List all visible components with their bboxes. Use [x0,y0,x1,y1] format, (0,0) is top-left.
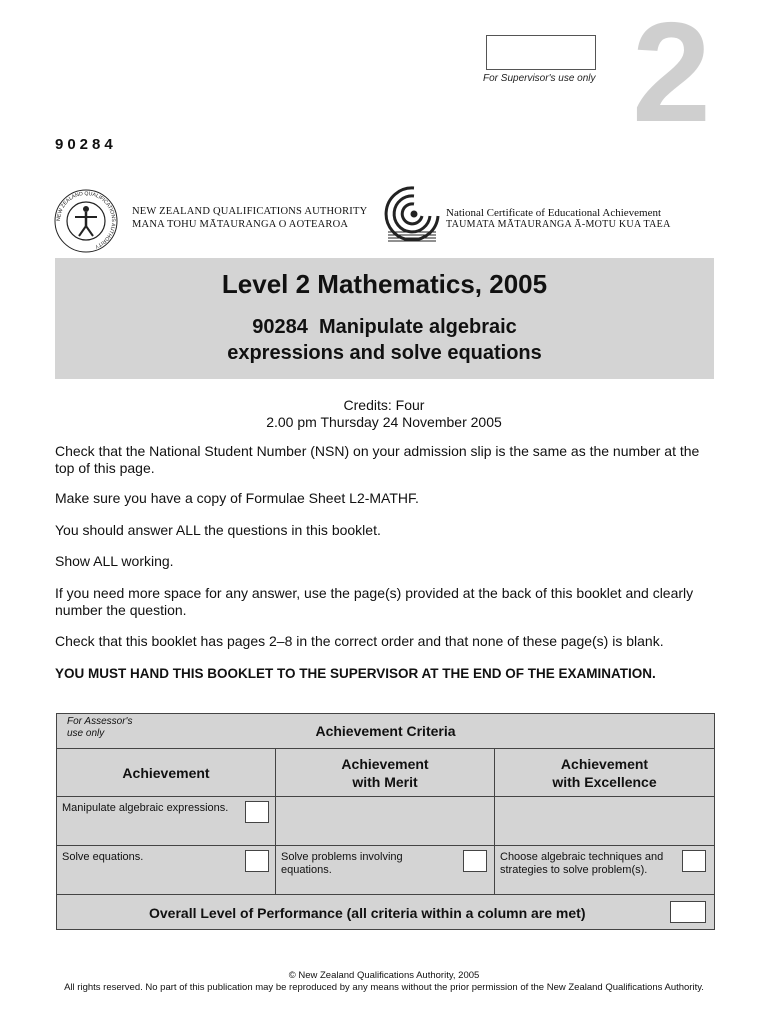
row2-merit-text: Solve problems involving equations. [281,851,403,876]
criteria-row-1 [57,797,714,846]
header-achievement [57,749,276,796]
header-merit [276,749,495,796]
row1-achievement-text: Manipulate algebraic expressions. [62,802,229,814]
row2-excellence-checkbox[interactable] [682,850,706,872]
exam-time: 2.00 pm Thursday 24 November 2005 [266,414,502,430]
row2-achievement-checkbox[interactable] [245,850,269,872]
row2-achievement-text: Solve equations. [62,851,144,863]
header-achievement-label: Achievement [122,764,210,781]
assessor-note-line2: use only [67,728,105,739]
header-excellence-line2: with Excellence [552,773,657,790]
instruction-nsn: Check that the National Student Number (NSN) on your admission slip is the same as the number at the top of this page. [55,443,700,476]
credits: Credits: Four [343,397,425,413]
overall-performance-box[interactable] [670,901,706,923]
row1-achievement-cell [57,797,276,845]
header-merit-line2: with Merit [352,773,418,790]
criteria-header-row [57,749,714,797]
seal-text: NEW ZEALAND QUALIFICATIONS AUTHORITY [55,190,117,250]
supervisor-label: For Supervisor's use only [483,73,596,84]
row2-merit-checkbox[interactable] [463,850,487,872]
standard-title-line1: 90284 Manipulate algebraic [252,316,517,338]
rights-notice: All rights reserved. No part of this publication may be reproduced by any means without the prior permission of the New Zealand Qualifications Authority. [64,982,704,993]
ncea-logo [384,182,696,248]
supervisor-box[interactable] [486,35,596,70]
instruction-formulae: Make sure you have a copy of Formulae Sheet L2-MATHF. [55,490,419,506]
standard-title [55,314,714,366]
nzqa-logo [53,186,368,250]
row2-excellence-text: Choose algebraic techniques and strategies to solve problem(s). [500,851,664,876]
overall-performance-row [57,895,714,929]
instruction-answer-all: You should answer ALL the questions in this booklet. [55,522,381,538]
instruction-show-working: Show ALL working. [55,553,174,569]
criteria-row-2 [57,846,714,895]
row2-merit-cell [276,846,495,894]
credits-block [0,397,768,431]
achievement-criteria-table [56,713,715,930]
row2-achievement-cell [57,846,276,894]
row2-excellence-cell [495,846,714,894]
nzqa-name: NEW ZEALAND QUALIFICATIONS AUTHORITY [132,206,368,217]
criteria-title: Achievement Criteria [315,723,456,739]
nzqa-maori-name: MANA TOHU MĀTAURANGA O AOTEAROA [132,219,349,230]
criteria-title-row [57,714,714,749]
exam-title: Level 2 Mathematics, 2005 [221,269,548,299]
instruction-more-space: If you need more space for any answer, use the page(s) provided at the back of this booklet and clearly number the question. [55,585,694,618]
ncea-name: National Certificate of Educational Achievement [446,207,662,219]
standard-code: 90284 [55,136,117,153]
row1-excellence-cell [495,797,714,845]
row1-achievement-checkbox[interactable] [245,801,269,823]
nzqa-seal-icon [53,188,119,254]
instruction-check-pages: Check that this booklet has pages 2–8 in the correct order and that none of these page(s) is blank. [55,633,664,649]
overall-performance-label: Overall Level of Performance (all criteria within a column are met) [149,905,586,921]
standard-title-line2: expressions and solve equations [227,342,542,364]
copyright: © New Zealand Qualifications Authority, 2005 [288,970,480,981]
level-badge: 2 [632,0,711,152]
title-band [55,258,714,379]
header-merit-line1: Achievement [341,755,429,772]
hand-in-notice: YOU MUST HAND THIS BOOKLET TO THE SUPERVISOR AT THE END OF THE EXAMINATION. [55,666,656,681]
ncea-swirl-icon [384,182,440,246]
assessor-note-line1: For Assessor's [67,716,133,727]
row1-merit-cell [276,797,495,845]
ncea-maori-name: TAUMATA MĀTAURANGA Ā-MOTU KUA TAEA [446,219,671,230]
header-excellence-line1: Achievement [560,755,649,772]
header-excellence [495,749,714,796]
